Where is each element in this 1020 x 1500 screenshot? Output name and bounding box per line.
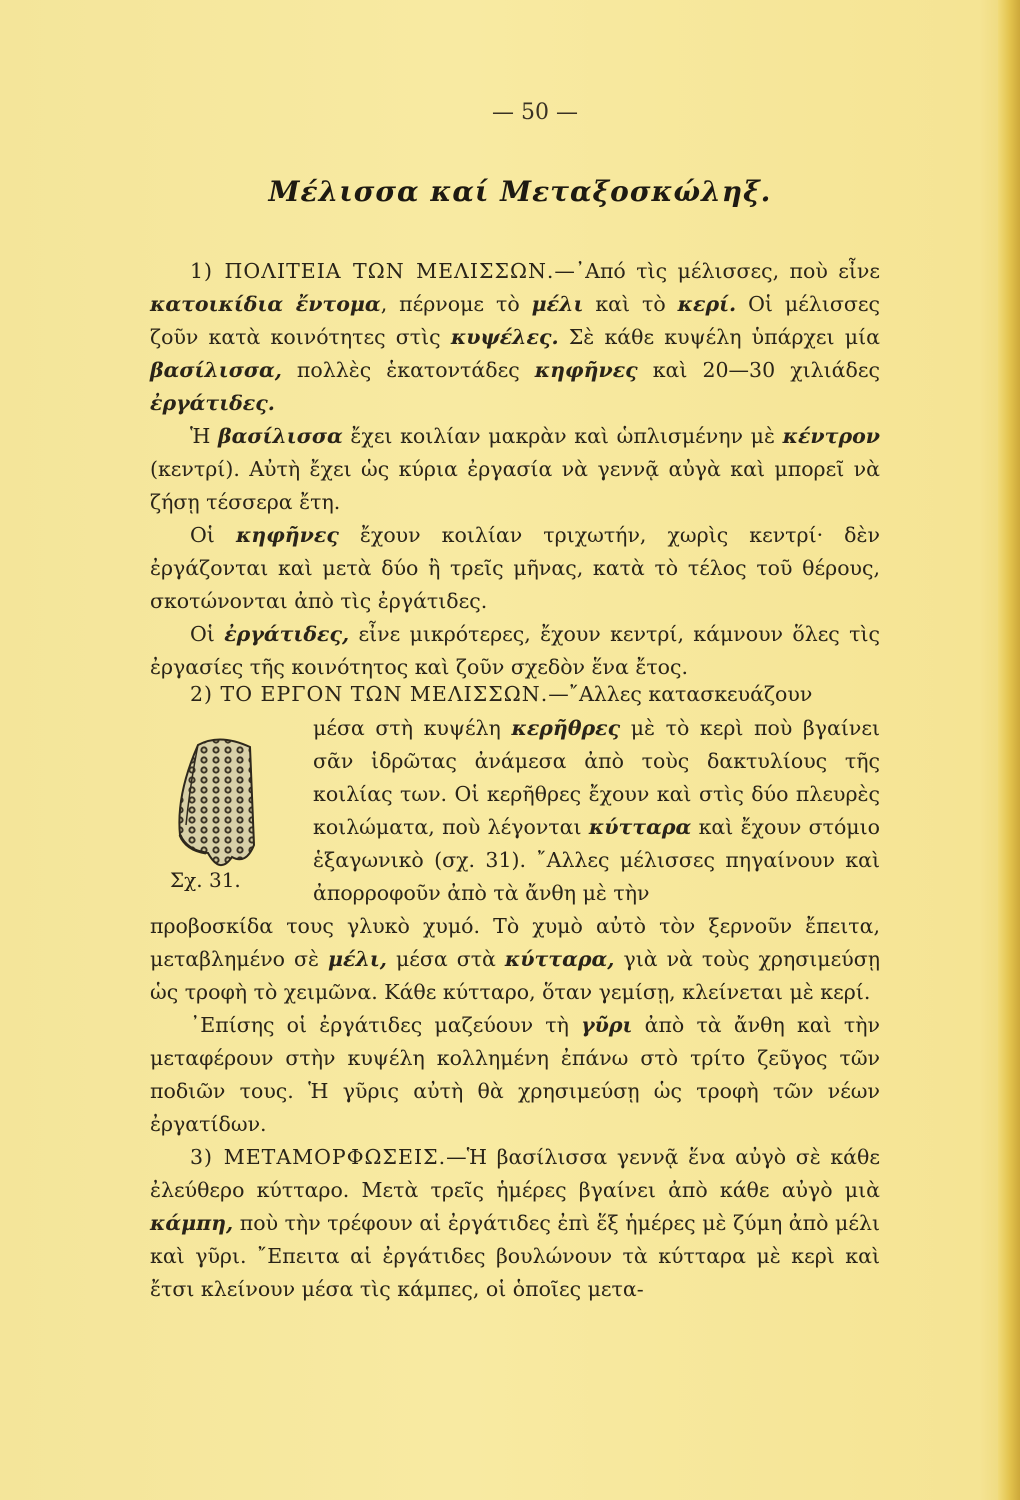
- paragraph-politeia: [150, 255, 880, 420]
- term: βασίλισσα: [218, 424, 343, 448]
- text-block-section2: [150, 678, 880, 711]
- text-run: μέσα στὰ: [395, 947, 496, 971]
- section-heading-3: 3) ΜΕΤΑΜΟΡΦΩΣΕΙΣ.: [190, 1145, 447, 1169]
- figure-caption: Σχ. 31.: [170, 868, 241, 892]
- text-run: μέσα στὴ κυψέλη: [313, 716, 501, 740]
- text-run: —Ἡ βασίλισσα γεννᾷ ἕνα αὐγὸ σὲ κάθε ἐλεύθερο κύτταρο. Μετὰ τρεῖς ἡμέρες βγαίνει ἀπὸ κάθε αὐγὸ μιὰ: [150, 1145, 880, 1202]
- term: κηφῆνες: [235, 523, 339, 547]
- term: κηφῆνες: [534, 358, 638, 382]
- paragraph-queen: [150, 420, 880, 519]
- term: κερῆθρες: [511, 716, 621, 740]
- term: ἐργάτιδες.: [150, 391, 275, 415]
- text-block-bottom: [150, 910, 880, 1306]
- term: κυψέλες.: [450, 325, 559, 349]
- paragraph-kerithres: [313, 712, 880, 910]
- paragraph-metamorfoseis: [150, 1141, 880, 1306]
- text-run: ἔχουν κοιλίαν τριχωτήν, χωρὶς κεντρί· δὲν ἐργάζονται καὶ μετὰ δύο ἢ τρεῖς μῆνας, κατὰ τὸ τέλος τοῦ θέρους, σκοτώνονται ἀπὸ τὶς ἐργάτιδες.: [150, 523, 880, 613]
- term: κερί.: [677, 292, 737, 316]
- text-run: Ἡ: [190, 424, 211, 448]
- term: μέλι: [531, 292, 584, 316]
- text-run: ποὺ τὴν τρέφουν αἱ ἐργάτιδες ἐπὶ ἕξ ἡμέρες μὲ ζύμη ἀπὸ μέλι καὶ γῦρι. ῎Επειτα αἱ ἐργάτιδες βουλώνουν τὰ κύτταρα μὲ κερὶ καὶ ἔτσι κλείνουν μέσα τὶς κάμπες, οἱ ὁποῖες μετα-: [150, 1211, 880, 1301]
- page-edge: [998, 0, 1020, 1500]
- text-block-wrap: [313, 712, 880, 910]
- paragraph-gyri: [150, 1009, 880, 1141]
- paragraph-meli: [150, 910, 880, 1009]
- text-run: (κεντρί). Αὐτὴ ἔχει ὡς κύρια ἐργασία νὰ γεννᾷ αὐγὰ καὶ μπορεῖ νὰ ζήσῃ τέσσερα ἔτη.: [150, 457, 880, 514]
- text-run: ᾿Επίσης οἱ ἐργάτιδες μαζεύουν τὴ: [190, 1013, 569, 1037]
- text-run: ἀπὸ τὰ ἄνθη καὶ τὴν μεταφέρουν στὴν κυψέλη κολλημένη ἐπάνω στὸ τρίτο ζεῦγος τῶν ποδιῶν τους. Ἡ γῦρις αὐτὴ θὰ χρησιμεύσῃ ὡς τροφὴ τῶν νέων ἐργατίδων.: [150, 1013, 880, 1136]
- term: γῦρι: [581, 1013, 633, 1037]
- paragraph-workers: [150, 618, 880, 684]
- page-number: — 50 —: [492, 100, 578, 125]
- text-run: εἶνε μικρότερες, ἔχουν κεντρί, κάμνουν ὅλες τὶς ἐργασίες τῆς κοινότητος καὶ ζοῦν σχεδὸν ἕνα ἔτος.: [150, 622, 880, 679]
- text-run: μὲ τὸ κερὶ ποὺ βγαίνει σᾶν ἱδρῶτας ἀνάμεσα ἀπὸ τοὺς δακτυλίους τῆς κοιλίας των. Οἱ κερῆθρες ἔχουν καὶ στὶς δύο πλευρὲς κοιλώματα, ποὺ λέγονται: [313, 716, 880, 839]
- text-run: καὶ ἔχουν στόμιο ἑξαγωνικὸ (σχ. 31). ῎Αλλες μέλισσες πηγαίνουν καὶ ἀπορροφοῦν ἀπὸ τὰ ἄνθη μὲ τὴν: [313, 815, 880, 905]
- chapter-title: Μέλισσα καί Μεταξοσκώληξ.: [268, 175, 772, 208]
- term: κατοικίδια ἔντομα: [150, 292, 381, 316]
- text-run: Οἱ μέλισσες ζοῦν κατὰ κοινότητες στὶς: [150, 292, 880, 349]
- text-run: Οἱ: [190, 622, 215, 646]
- paragraph-drones: [150, 519, 880, 618]
- paragraph-ergon-heading: [150, 678, 880, 711]
- text-run: καὶ 20—30 χιλιάδες: [652, 358, 880, 382]
- section-heading-2: 2) ΤΟ ΕΡΓΟΝ ΤΩΝ ΜΕΛΙΣΣΩΝ.: [190, 682, 549, 706]
- term: κάμπη,: [150, 1211, 234, 1235]
- text-run: —῎Αλλες κατασκευάζουν: [548, 682, 813, 706]
- text-run: γιὰ νὰ τοὺς χρησιμεύσῃ ὡς τροφὴ τὸ χειμῶνα. Κάθε κύτταρο, ὅταν γεμίσῃ, κλείνεται μὲ κερί.: [150, 947, 880, 1004]
- term: κέντρον: [782, 424, 880, 448]
- text-run: Σὲ κάθε κυψέλη ὑπάρχει μία: [568, 325, 880, 349]
- term: μέλι,: [328, 947, 387, 971]
- text-run: —᾿Από τὶς μέλισσες, ποὺ εἶνε: [554, 259, 880, 283]
- term: ἐργάτιδες,: [224, 622, 350, 646]
- section-heading-1: 1) ΠΟΛΙΤΕΙΑ ΤΩΝ ΜΕΛΙΣΣΩΝ.: [190, 259, 555, 283]
- term: βασίλισσα,: [150, 358, 282, 382]
- term: κύτταρα: [588, 815, 692, 839]
- text-run: προβοσκίδα τους γλυκὸ χυμό. Τὸ χυμὸ αὐτὸ τὸν ξερνοῦν ἔπειτα, μεταβλημένο σὲ: [150, 914, 880, 971]
- text-run: πολλὲς ἑκατοντάδες: [296, 358, 520, 382]
- text-run: καὶ τὸ: [595, 292, 666, 316]
- text-run: ἔχει κοιλίαν μακρὰν καὶ ὡπλισμένην μὲ: [350, 424, 775, 448]
- text-run: , πέρνομε τὸ: [380, 292, 520, 316]
- text-run: Οἱ: [190, 523, 215, 547]
- text-block-top: [150, 255, 880, 684]
- term: κύτταρα,: [504, 947, 615, 971]
